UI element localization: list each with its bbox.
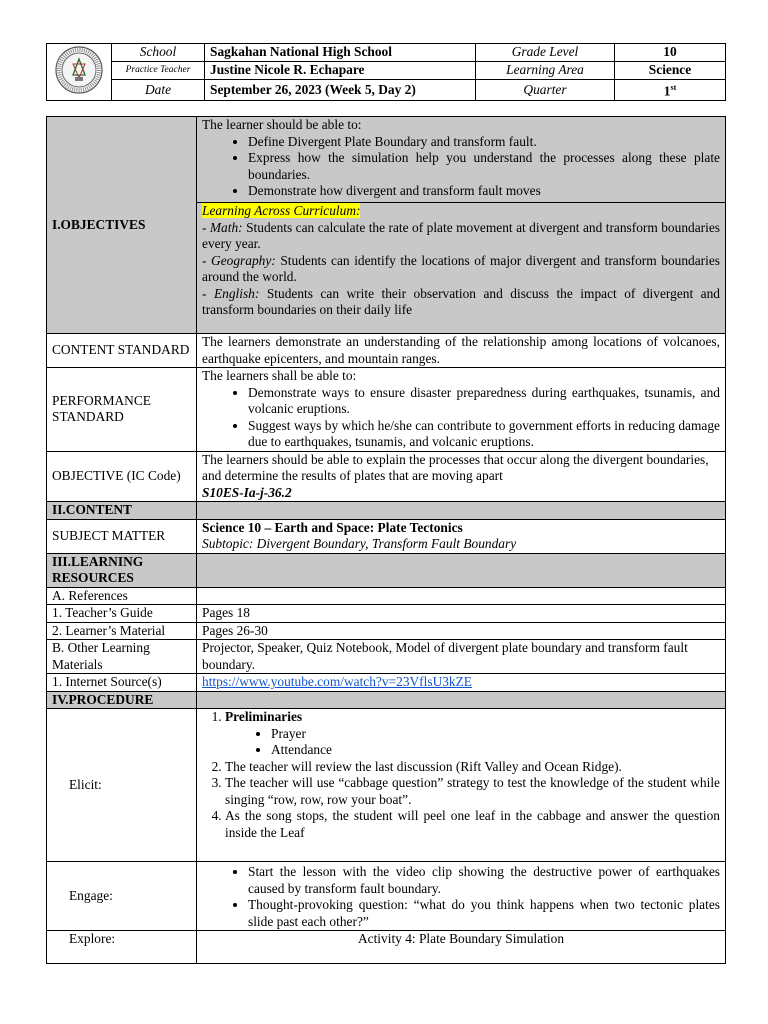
date-label: Date	[112, 80, 205, 101]
objectives-list	[197, 117, 726, 203]
quarter-value: 1st	[615, 80, 726, 101]
objective-item: • Define Divergent Plate Boundary and transform fault.	[248, 134, 720, 151]
date-value: September 26, 2023 (Week 5, Day 2)	[205, 80, 476, 101]
elicit-cell: 1. Preliminaries • Prayer • Attendance 2. The teacher will review the last discussion (Rift Valley and Ocean Ridge). 3. The teacher will use “cabbage question” strategy to test the knowledge of the student while singing “row, row, row your boat”. 4. As the song stops, the student will peel one leaf in the cabbage and answer the question inside the Leaf	[197, 709, 726, 862]
learning-area-value: Science	[615, 62, 726, 80]
school-seal-icon	[54, 45, 104, 95]
learners-material-label: 2. Learner’s Material	[47, 622, 197, 640]
school-value: Sagkahan National High School	[205, 44, 476, 62]
objectives-label: I.OBJECTIVES	[47, 117, 197, 334]
school-logo	[47, 44, 112, 101]
lesson-plan-table	[46, 116, 726, 964]
preliminaries-heading: Preliminaries	[225, 709, 303, 724]
quarter-label: Quarter	[476, 80, 615, 101]
learning-area-label: Learning Area	[476, 62, 615, 80]
teachers-guide-value: Pages 18	[197, 605, 726, 623]
subject-matter-cell: Science 10 – Earth and Space: Plate Tectonics Subtopic: Divergent Boundary, Transform Fault Boundary	[197, 519, 726, 553]
content-standard-text: The learners demonstrate an understanding of the relationship among locations of volcanoes, earthquake epicenters, and mountain ranges.	[197, 334, 726, 368]
explore-text: Activity 4: Plate Boundary Simulation	[197, 931, 726, 964]
header-table	[46, 43, 726, 101]
ic-code: S10ES-Ia-j-36.2	[202, 484, 292, 500]
performance-standard-cell: The learners shall be able to: • Demonstrate ways to ensure disaster preparedness during earthquakes, tsunamis, and volcanic eruptions. • Suggest ways by which he/she can contribute to government efforts in reducing damage due to earthquakes, tsunamis, and volcanic eruptions.	[197, 368, 726, 452]
learning-across-curriculum: Learning Across Curriculum: - Math: Students can calculate the rate of plate movement at divergent and transform boundaries every year. - Geography: Students can identify the locations of major divergent and transform boundaries around the world. - English: Students can write their observation and discuss the impact of divergent and transform boundaries on their daily life	[197, 203, 726, 334]
objective-item: • Express how the simulation help you understand the processes along these plate boundaries.	[248, 150, 720, 183]
practice-teacher-value: Justine Nicole R. Echapare	[205, 62, 476, 80]
other-materials-label: B. Other Learning Materials	[47, 640, 197, 674]
teachers-guide-label: 1. Teacher’s Guide	[47, 605, 197, 623]
objective-ic-label: OBJECTIVE (IC Code)	[47, 451, 197, 502]
performance-item: • Suggest ways by which he/she can contribute to government efforts in reducing damage due to earthquakes, tsunamis, and volcanic eruptions.	[248, 418, 720, 451]
references-label: A. References	[47, 587, 197, 605]
grade-level-label: Grade Level	[476, 44, 615, 62]
explore-label: Explore:	[47, 931, 197, 964]
youtube-link[interactable]: https://www.youtube.com/watch?v=23VflsU3kZE	[202, 674, 472, 689]
engage-cell: • Start the lesson with the video clip showing the destructive power of earthquakes caused by transform fault boundary. • Thought-provoking question: “what do you think happens when two tectonic plates slide past each other?”	[197, 862, 726, 931]
practice-teacher-label: Practice Teacher	[112, 62, 205, 80]
other-materials-value: Projector, Speaker, Quiz Notebook, Model of divergent plate boundary and transform fault boundary.	[197, 640, 726, 674]
procedure-label: IV.PROCEDURE	[47, 691, 197, 709]
grade-level-value: 10	[615, 44, 726, 62]
objective-ic-cell: The learners should be able to explain the processes that occur along the divergent boundaries, and determine the results of plates that are moving apart S10ES-Ia-j-36.2	[197, 451, 726, 502]
school-label: School	[112, 44, 205, 62]
internet-sources-label: 1. Internet Source(s)	[47, 674, 197, 692]
content-standard-label: CONTENT STANDARD	[47, 334, 197, 368]
learners-material-value: Pages 26-30	[197, 622, 726, 640]
engage-label: Engage:	[47, 862, 197, 931]
lac-title: Learning Across Curriculum:	[202, 203, 361, 218]
objectives-intro: The learner should be able to:	[202, 117, 362, 132]
performance-standard-label: PERFORMANCE STANDARD	[47, 368, 197, 452]
content-label: II.CONTENT	[47, 502, 197, 520]
subject-matter-label: SUBJECT MATTER	[47, 519, 197, 553]
objective-item: • Demonstrate how divergent and transform fault moves	[248, 183, 720, 200]
learning-resources-label: III.LEARNING RESOURCES	[47, 553, 197, 587]
performance-item: • Demonstrate ways to ensure disaster preparedness during earthquakes, tsunamis, and volcanic eruptions.	[248, 385, 720, 418]
elicit-label: Elicit:	[47, 709, 197, 862]
